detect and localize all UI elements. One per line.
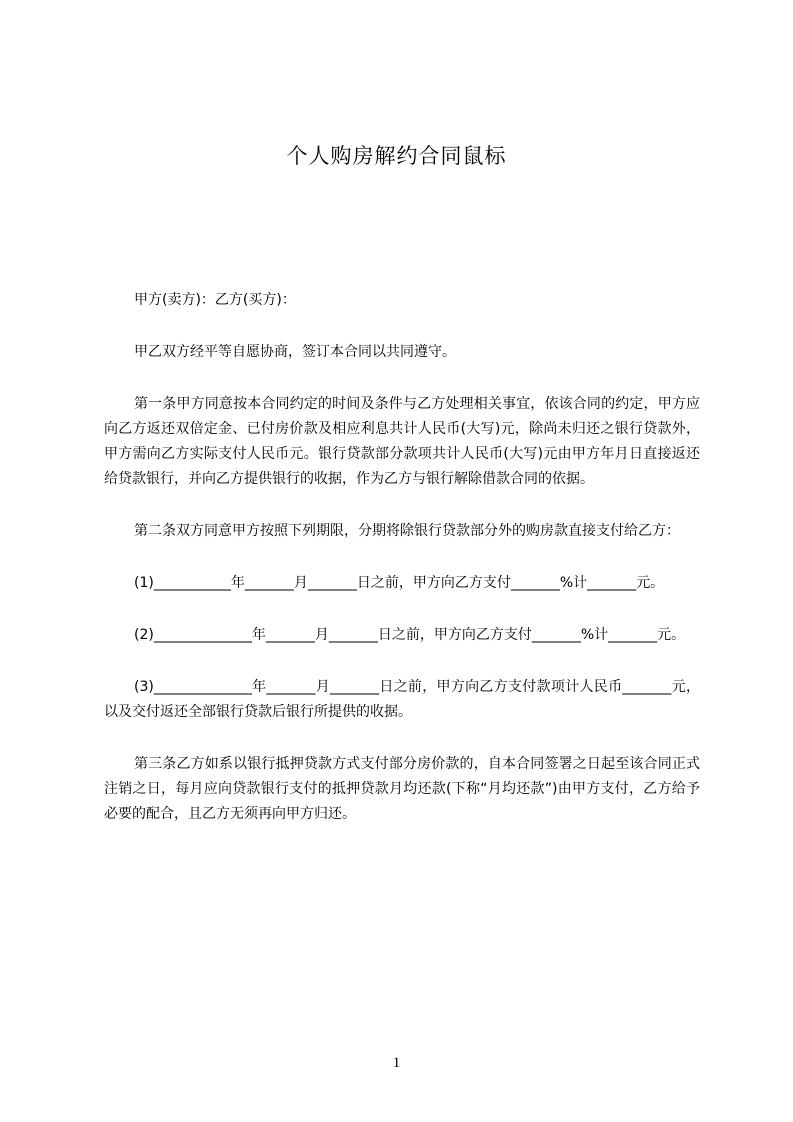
document-title: 个人购房解约合同鼠标 [286, 144, 507, 168]
installment-2-paragraph: (2)______________年_______月_______日之前，甲方向乙方支付_______%计_______元。 [134, 627, 686, 643]
intro-paragraph: 甲乙双方经平等自愿协商，签订本合同以共同遵守。 [134, 344, 456, 360]
parties-line: 甲方(卖方)：乙方(买方)： [134, 292, 296, 308]
article-1-paragraph: 第一条甲方同意按本合同约定的时间及条件与乙方处理相关事宜，依该合同的约定，甲方应向乙方返还双倍定金、已付房价款及相应利息共计人民币(大写)元，除尚未归还之银行贷款外，甲方需向乙方实际支付人民币元。银行贷款部分款项共计人民币(大写)元由甲方年月日直接返还给贷款银行，并向乙方提供银行的收据，作为乙方与银行解除借款合同的依据。 [104, 396, 700, 487]
installment-3-paragraph: (3)______________年_______月_______日之前，甲方向乙方支付款项计人民币_______元，以及交付返还全部银行贷款后银行所提供的收据。 [104, 679, 700, 720]
article-2-paragraph: 第二条双方同意甲方按照下列期限，分期将除银行贷款部分外的购房款直接支付给乙方： [134, 523, 680, 539]
installment-1-paragraph: (1)___________年_______月_______日之前，甲方向乙方支付_______%计_______元。 [134, 575, 665, 591]
page-number: 1 [392, 1055, 401, 1071]
article-3-paragraph: 第三条乙方如系以银行抵押贷款方式支付部分房价款的，自本合同签署之日起至该合同正式注销之日，每月应向贷款银行支付的抵押贷款月均还款(下称“月均还款”)由甲方支付，乙方给予必要的配合，且乙方无须再向甲方归还。 [104, 756, 700, 822]
document-body [104, 288, 700, 854]
